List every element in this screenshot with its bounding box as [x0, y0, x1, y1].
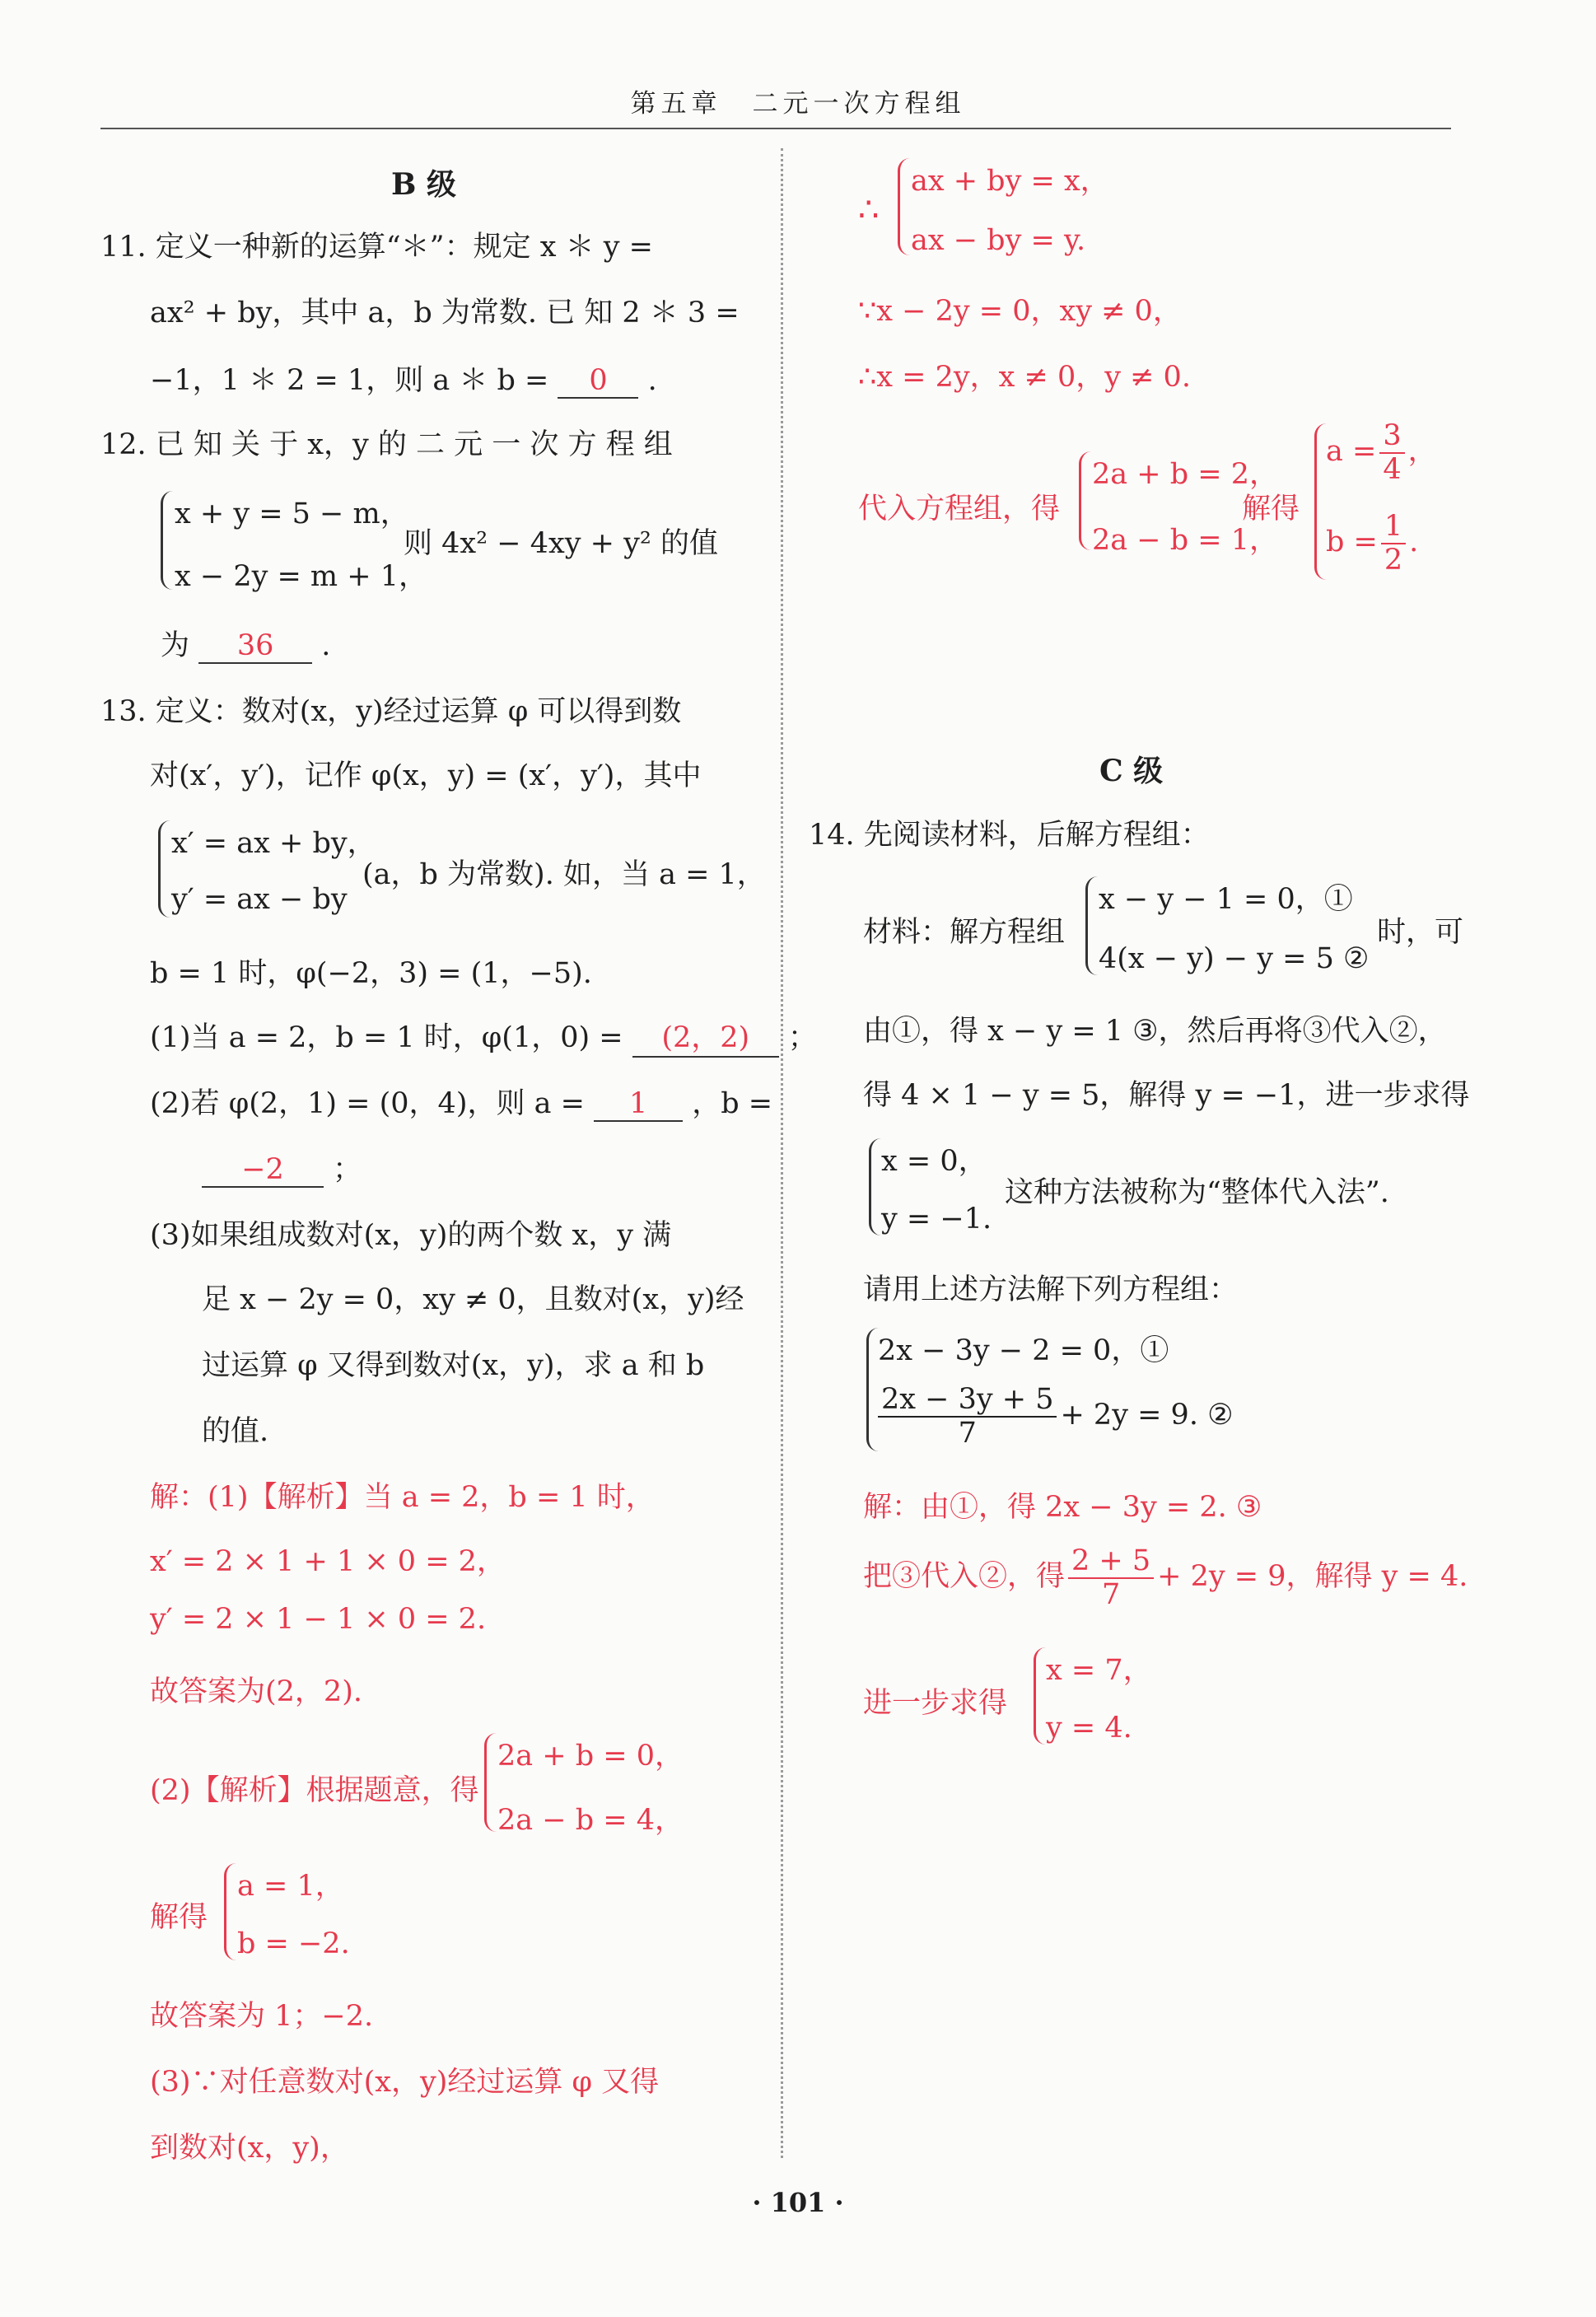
q14-problem-frac [878, 1384, 1057, 1449]
q13-eq1: x′ = ax + by， [171, 827, 376, 860]
q14-result-eq2: y = −1. [881, 1203, 992, 1236]
q13-tail: (a，b 为常数). 如，当 a = 1， [362, 858, 766, 891]
q13-part2-answer-b: −2 [202, 1153, 324, 1188]
sol14-brace [1034, 1647, 1046, 1745]
q13-part2 [150, 1081, 772, 1122]
column-divider [781, 148, 783, 2158]
q12-tail: 则 4x² − 4xy + y² 的值 [404, 527, 719, 560]
q12-end: . [321, 629, 331, 662]
q13-part1-end: ； [787, 1021, 817, 1054]
header-rule [100, 128, 1451, 129]
sol14-line2-pre: 把③代入②，得 [863, 1560, 1066, 1593]
cont-brace3 [1314, 423, 1327, 580]
sol13-line9: 到数对(x，y)， [150, 2132, 349, 2165]
q13-line1: 13. 定义：数对(x，y)经过运算 φ 可以得到数 [100, 695, 682, 728]
sol14-frac-den: 7 [1101, 1577, 1121, 1611]
q14-line4: 得 4 × 1 − y = 5，解得 y = −1，进一步求得 [863, 1079, 1470, 1112]
sol14-line2 [863, 1545, 1468, 1610]
result-b-num: 1 [1381, 511, 1406, 544]
sol13-brace1 [484, 1733, 497, 1832]
cont-line4: ∴x = 2y，x ≠ 0，y ≠ 0. [858, 361, 1191, 394]
sol13-line7: 故答案为 1；−2. [150, 2000, 374, 2033]
q12-line1: 12. 已 知 关 于 x，y 的 二 元 一 次 方 程 组 [100, 428, 673, 461]
q13-part3-line4: 的值. [202, 1415, 269, 1448]
q11-line2: ax² + by，其中 a，b 为常数. 已 知 2 ＊ 3 = [150, 297, 740, 329]
cont-line5-eq1: 2a + b = 2， [1092, 458, 1278, 491]
q13-part2-answer-a: 1 [594, 1087, 683, 1122]
sol13-line5-eq1: 2a + b = 0， [497, 1740, 684, 1773]
sol13-line1: 解：(1)【解析】当 a = 2，b = 1 时， [150, 1481, 655, 1514]
q13-eq2: y′ = ax − by [171, 883, 348, 916]
q11-line3 [150, 357, 657, 399]
cont-line5-mid: 解得 [1242, 493, 1300, 526]
sol13-line5: (2)【解析】根据题意，得 [150, 1774, 479, 1807]
q14-line1: 14. 先阅读材料，后解方程组： [809, 819, 1210, 852]
q11-answer: 0 [558, 364, 638, 399]
result-a-lhs: a = [1326, 435, 1377, 468]
cont-eq2: ax − by = y. [911, 224, 1086, 257]
sol13-line3: y′ = 2 × 1 − 1 × 0 = 2. [150, 1603, 487, 1636]
q14-problem-eq2 [875, 1384, 1233, 1449]
q14-material: 材料：解方程组 [863, 916, 1066, 949]
result-b-den: 2 [1384, 543, 1403, 577]
cont-line5-eq2: 2a − b = 1， [1092, 524, 1278, 557]
q13-part2-text: (2)若 φ(2，1) = (0，4)，则 a = [150, 1087, 585, 1120]
q11-line3-text: −1，1 ＊ 2 = 1，则 a ＊ b = [150, 364, 549, 397]
result-b-frac [1381, 511, 1406, 576]
sol13-line2: x′ = 2 × 1 + 1 × 0 = 2， [150, 1545, 506, 1578]
result-b-lhs: b = [1326, 526, 1378, 558]
q12-answer: 36 [198, 629, 312, 664]
sol13-line6: 解得 [150, 1901, 208, 1934]
result-a-num: 3 [1379, 420, 1404, 454]
sol14-frac [1068, 1545, 1154, 1610]
result-a-end: ， [1407, 435, 1437, 468]
chapter-header: 第五章 二元一次方程组 [630, 89, 966, 119]
sol14-eq1: x = 7， [1046, 1654, 1152, 1687]
q14-problem-den: 7 [958, 1416, 977, 1450]
q13-part3-line1: (3)如果组成数对(x，y)的两个数 x，y 满 [150, 1219, 672, 1252]
q14-problem-num: 2x − 3y + 5 [878, 1384, 1057, 1418]
level-c-heading: C 级 [1099, 754, 1164, 788]
sol13-brace2 [224, 1863, 236, 1960]
cont-line5: 代入方程组，得 [858, 493, 1061, 526]
q14-result-eq1: x = 0， [881, 1145, 987, 1178]
q14-mat-eq1: x − y − 1 = 0，① [1099, 883, 1353, 916]
result-a [1326, 420, 1437, 485]
q13-line4: b = 1 时，φ(−2，3) = (1，−5). [150, 957, 592, 990]
q12-wei: 为 [161, 629, 190, 662]
page-number: · 101 · [752, 2187, 844, 2218]
result-b [1326, 511, 1418, 576]
q13-part1-answer: (2，2) [632, 1015, 779, 1058]
q12-brace [161, 491, 173, 590]
q13-part2-end: ； [333, 1153, 362, 1186]
cont-line3: ∵x − 2y = 0，xy ≠ 0， [858, 295, 1182, 328]
cont-eq1: ax + by = x， [911, 165, 1109, 198]
q12-eq2: x − 2y = m + 1， [175, 560, 427, 593]
result-b-end: . [1409, 526, 1419, 558]
q13-part2-mid: ，b = [692, 1087, 773, 1120]
q14-problem-eq2-tail: + 2y = 9. ② [1060, 1399, 1234, 1432]
q13-part1-text: (1)当 a = 2，b = 1 时，φ(1，0) = [150, 1021, 623, 1054]
q14-line3: 由①，得 x − y = 1 ③，然后再将③代入②， [863, 1015, 1447, 1048]
q13-line2: 对(x′，y′)，记作 φ(x，y) = (x′，y′)，其中 [150, 759, 702, 792]
sol14-frac-num: 2 + 5 [1068, 1545, 1154, 1579]
q12-eq1: x + y = 5 − m， [175, 498, 409, 530]
q11-line1: 11. 定义一种新的运算“＊”：规定 x ＊ y = [100, 231, 653, 264]
sol13-line5-eq2: 2a − b = 4， [497, 1804, 684, 1837]
q14-mat-eq2: 4(x − y) − y = 5 ② [1099, 942, 1370, 975]
q11-end: . [647, 364, 657, 397]
therefore-symbol: ∴ [858, 191, 880, 229]
q14-mat-brace [1085, 876, 1098, 975]
q13-part1 [150, 1015, 817, 1058]
q13-part2-b [202, 1147, 362, 1188]
sol13-line6-eq2: b = −2. [237, 1927, 350, 1960]
cont-brace2 [1079, 451, 1091, 550]
level-b-heading: B 级 [391, 167, 456, 202]
q13-part3-line3: 过运算 φ 又得到数对(x，y)，求 a 和 b [202, 1349, 705, 1382]
q13-brace [158, 820, 170, 918]
q14-mat-tail: 时，可 [1377, 916, 1464, 949]
result-a-den: 4 [1383, 452, 1402, 486]
q14-line6: 请用上述方法解下列方程组： [863, 1273, 1239, 1306]
sol14-line3: 进一步求得 [863, 1687, 1008, 1720]
q13-part3-line2: 足 x − 2y = 0，xy ≠ 0，且数对(x，y)经 [202, 1283, 744, 1316]
q14-result-tail: 这种方法被称为“整体代入法”. [1005, 1176, 1389, 1209]
sol13-line8: (3)∵对任意数对(x，y)经过运算 φ 又得 [150, 2066, 660, 2099]
q14-result-brace [869, 1138, 881, 1236]
q14-problem-eq1: 2x − 3y − 2 = 0，① [878, 1334, 1169, 1367]
q12-line3 [161, 623, 330, 664]
cont-brace1 [898, 158, 910, 255]
result-a-frac [1379, 420, 1404, 485]
sol14-line2-post: + 2y = 9，解得 y = 4. [1157, 1560, 1468, 1593]
sol13-line4: 故答案为(2，2). [150, 1675, 362, 1708]
sol14-eq2: y = 4. [1046, 1712, 1132, 1745]
sol14-line1: 解：由①，得 2x − 3y = 2. ③ [863, 1491, 1262, 1524]
sol13-line6-eq1: a = 1， [237, 1870, 344, 1903]
